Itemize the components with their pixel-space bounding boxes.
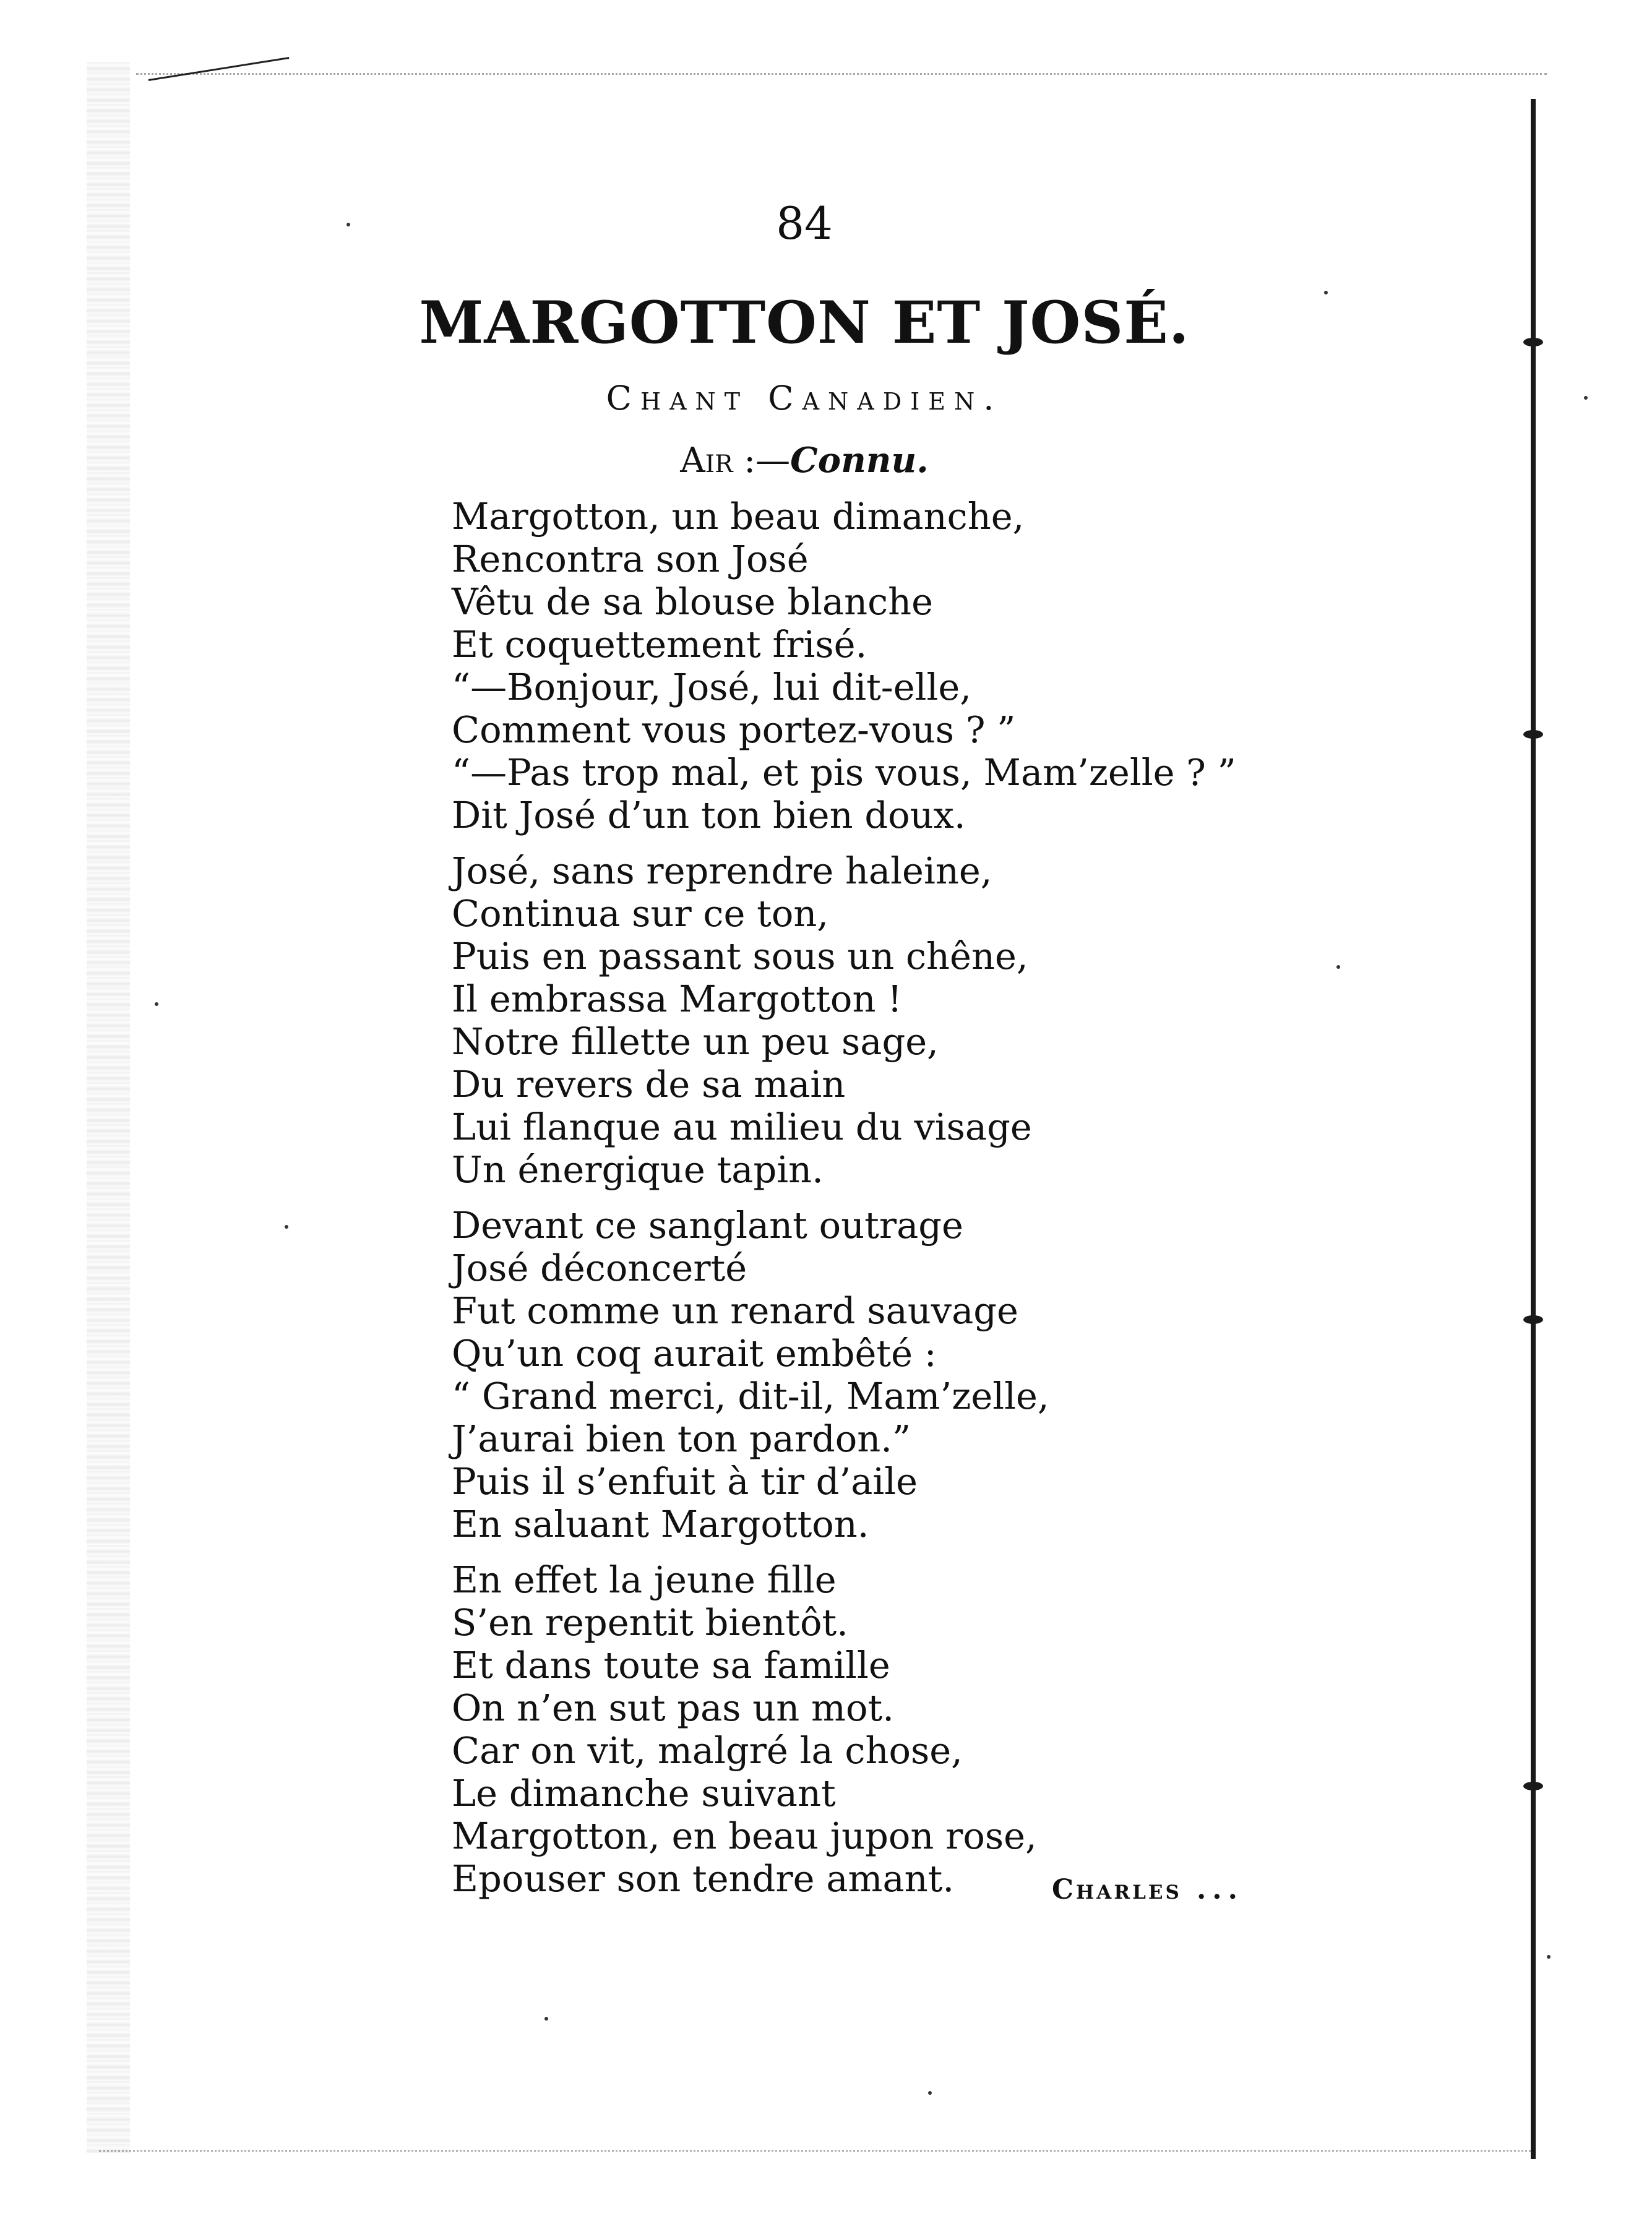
scan-speck <box>1324 291 1328 294</box>
stanza <box>452 1204 1473 1545</box>
verse-line: Il embrassa Margotton ! <box>452 977 902 1020</box>
verse-line: Vêtu de sa blouse blanche <box>452 580 934 623</box>
rule-mark <box>1523 1782 1543 1790</box>
verse-line: “ Grand merci, dit-il, Mam’zelle, <box>452 1375 1049 1417</box>
verse-line: Et coquettement frisé. <box>452 623 867 666</box>
page-title: MARGOTTON ET JOSÉ. <box>419 289 1190 357</box>
scan-top-edge <box>136 73 1547 100</box>
verse-line: Margotton, en beau jupon rose, <box>452 1815 1037 1857</box>
scan-speck <box>1547 1955 1551 1959</box>
verse-line: José déconcerté <box>452 1247 747 1289</box>
page-number: 84 <box>776 197 833 249</box>
verse-line: Fut comme un renard sauvage <box>452 1289 1018 1332</box>
verse-line: Margotton, un beau dimanche, <box>452 495 1025 538</box>
verse-line: En effet la jeune fille <box>452 1558 837 1601</box>
verse-line: Rencontra son José <box>452 538 809 580</box>
verse-line: José, sans reprendre haleine, <box>452 849 992 892</box>
verse-line: Epouser son tendre amant. <box>452 1857 955 1900</box>
verse-line: Lui flanque au milieu du visage <box>452 1106 1032 1148</box>
air-value: Connu. <box>790 440 929 481</box>
rule-mark <box>1523 730 1543 739</box>
verse-line: “—Bonjour, José, lui dit-elle, <box>452 666 972 708</box>
verse-line: Du revers de sa main <box>452 1063 846 1106</box>
verse-line: Comment vous portez-vous ? ” <box>452 708 1016 751</box>
author-name: Charles <box>1052 1874 1182 1905</box>
scan-speck <box>1584 396 1588 400</box>
verse-line: Dit José d’un ton bien doux. <box>452 794 966 836</box>
author-trailing-dots: ... <box>1196 1874 1244 1905</box>
verse-line: Car on vit, malgré la chose, <box>452 1729 963 1772</box>
verse-line: J’aurai bien ton pardon.” <box>452 1417 911 1460</box>
air-label: Air :— <box>680 440 791 481</box>
scan-speck <box>346 223 350 226</box>
page-subtitle: Chant Canadien. <box>606 379 1003 418</box>
stanza <box>452 495 1473 836</box>
verse-line: Devant ce sanglant outrage <box>452 1204 963 1247</box>
verse-line: En saluant Margotton. <box>452 1503 869 1545</box>
stanza <box>452 849 1473 1191</box>
verse-line: On n’en sut pas un mot. <box>452 1686 894 1729</box>
verse-line: “—Pas trop mal, et pis vous, Mam’zelle ? ” <box>452 751 1236 794</box>
author-signature <box>1052 1868 1244 1911</box>
verse-line: Le dimanche suivant <box>452 1772 836 1815</box>
verse-line: Continua sur ce ton, <box>452 892 829 935</box>
poem <box>452 495 1473 1913</box>
scan-bottom-edge <box>99 2137 1534 2152</box>
scan-left-edge <box>87 62 130 2153</box>
scan-speck <box>544 2017 548 2021</box>
verse-line: Notre fillette un peu sage, <box>452 1020 939 1063</box>
scan-speck <box>285 1225 288 1229</box>
rule-mark <box>1523 1315 1543 1324</box>
scan-right-rule <box>1531 99 1536 2159</box>
scan-speck <box>928 2091 932 2095</box>
verse-line: Puis il s’enfuit à tir d’aile <box>452 1460 918 1503</box>
stanza <box>452 1558 1473 1900</box>
verse-line: S’en repentit bientôt. <box>452 1601 848 1644</box>
verse-line: Qu’un coq aurait embêté : <box>452 1332 937 1375</box>
verse-line: Puis en passant sous un chêne, <box>452 935 1028 977</box>
air-line <box>557 436 1052 486</box>
verse-line: Un énergique tapin. <box>452 1148 824 1191</box>
verse-line: Et dans toute sa famille <box>452 1644 890 1686</box>
scan-speck <box>155 1002 158 1006</box>
rule-mark <box>1523 338 1543 346</box>
